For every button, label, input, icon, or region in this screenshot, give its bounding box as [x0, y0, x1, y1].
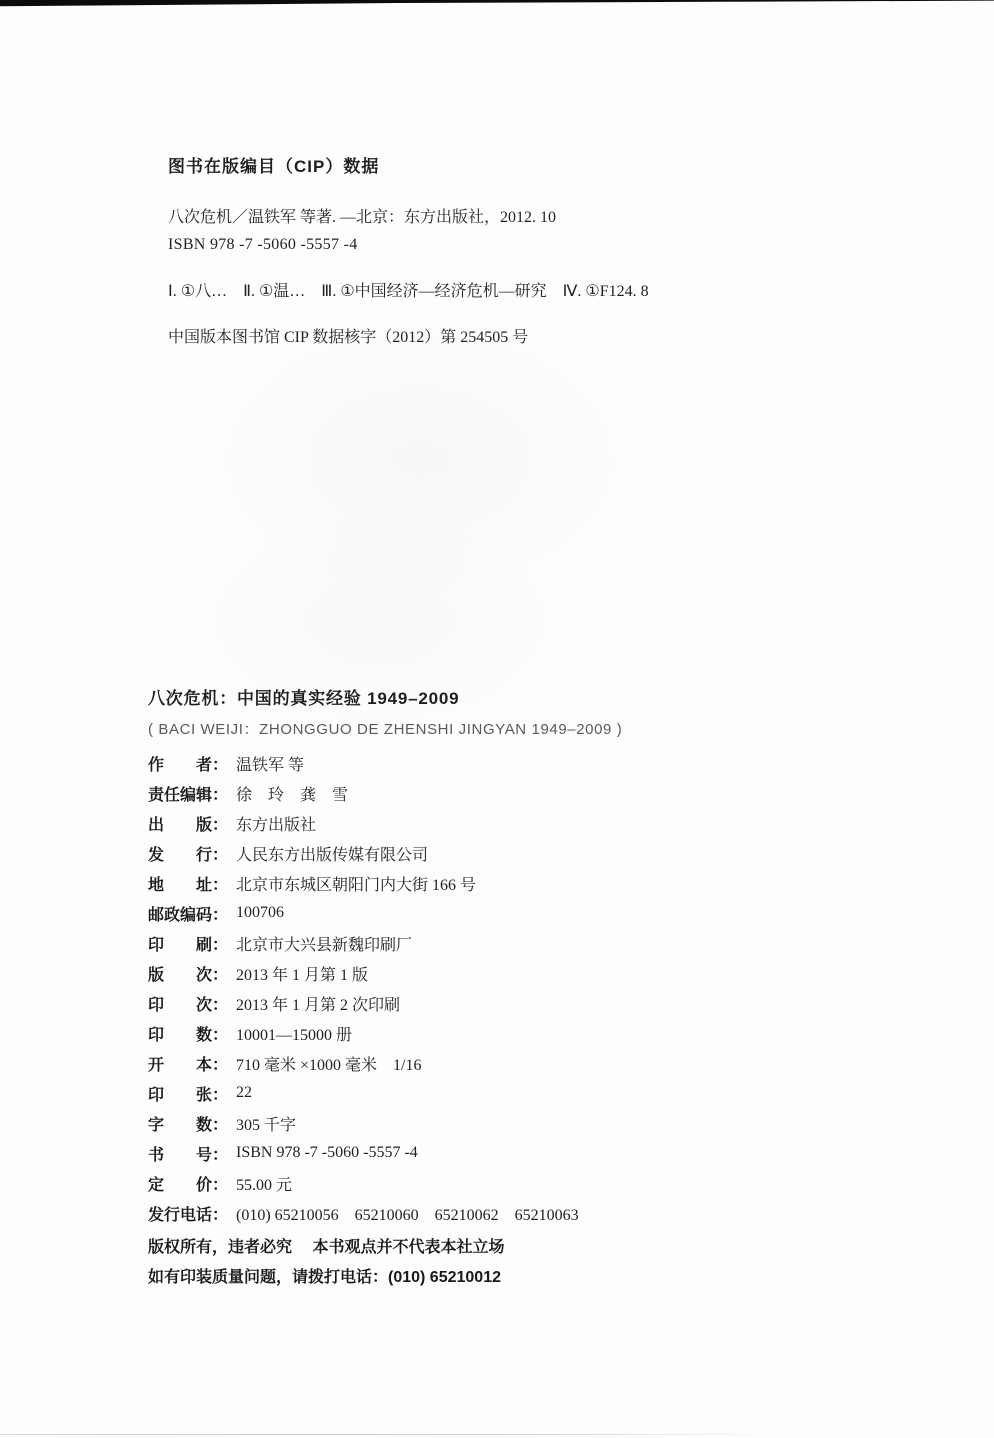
cip-record-number: 中国版本图书馆 CIP 数据核字（2012）第 254505 号 — [168, 329, 529, 346]
colophon-section — [148, 688, 908, 1289]
colophon-row-label: 地 址： — [148, 876, 229, 894]
cip-data-section — [168, 157, 868, 348]
colophon-row-label: 作 者： — [148, 756, 229, 774]
colophon-row-postcode — [148, 898, 908, 928]
colophon-row-sheets — [148, 1078, 908, 1108]
colophon-row-value: 55.00 元 — [236, 1176, 293, 1194]
colophon-row-label: 版 次： — [148, 966, 229, 984]
colophon-row-label: 印 次： — [148, 996, 229, 1014]
colophon-row-label: 发行电话： — [148, 1206, 229, 1224]
colophon-row-value: 人民东方出版传媒有限公司 — [236, 846, 429, 864]
colophon-row-label: 印 张： — [148, 1086, 229, 1104]
cip-isbn: ISBN 978 -7 -5060 -5557 -4 — [168, 236, 358, 253]
colophon-row-value: 22 — [236, 1084, 252, 1101]
colophon-row-value: 100706 — [236, 904, 284, 921]
colophon-row-distributor — [148, 838, 908, 868]
colophon-row-price — [148, 1168, 908, 1198]
colophon-row-printer — [148, 928, 908, 958]
scan-artifact-bottom-edge — [0, 1434, 785, 1435]
colophon-row-label: 开 本： — [148, 1056, 229, 1074]
book-title-pinyin: ( BACI WEIJI：ZHONGGUO DE ZHENSHI JINGYAN 1949–2009 ) — [148, 721, 623, 738]
cip-heading: 图书在版编目（CIP）数据 — [168, 157, 380, 176]
colophon-row-value: 10001—15000 册 — [236, 1026, 353, 1044]
colophon-row-edition — [148, 958, 908, 988]
colophon-row-value: (010) 65210056 65210060 65210062 65210063 — [236, 1206, 579, 1224]
colophon-row-value: 温铁军 等 — [236, 756, 305, 774]
colophon-row-value: 2013 年 1 月第 2 次印刷 — [236, 996, 401, 1014]
colophon-row-isbn — [148, 1138, 908, 1168]
colophon-row-value: 北京市东城区朝阳门内大街 166 号 — [236, 876, 477, 894]
colophon-row-label: 出 版： — [148, 816, 229, 834]
colophon-row-label: 字 数： — [148, 1116, 229, 1134]
colophon-row-value: 305 千字 — [236, 1116, 297, 1134]
colophon-row-label: 印 刷： — [148, 936, 229, 954]
colophon-row-label: 责任编辑： — [148, 786, 229, 804]
colophon-row-publisher — [148, 808, 908, 838]
colophon-row-value: 东方出版社 — [236, 816, 317, 834]
book-title: 八次危机：中国的真实经验 1949–2009 — [148, 689, 460, 708]
colophon-row-label: 印 数： — [148, 1026, 229, 1044]
colophon-row-label: 定 价： — [148, 1176, 229, 1194]
colophon-row-printing — [148, 988, 908, 1018]
colophon-row-format — [148, 1048, 908, 1078]
cip-classification: Ⅰ. ①八… Ⅱ. ①温… Ⅲ. ①中国经济—经济危机—研究 Ⅳ. ①F124. 8 — [168, 283, 649, 300]
colophon-row-label: 邮政编码： — [148, 906, 229, 924]
colophon-row-label: 书 号： — [148, 1146, 229, 1164]
colophon-row-label: 发 行： — [148, 846, 229, 864]
colophon-row-value: 北京市大兴县新魏印刷厂 — [236, 936, 413, 954]
colophon-row-address — [148, 868, 908, 898]
colophon-row-value: 徐 玲 龚 雪 — [236, 786, 349, 804]
colophon-row-value: 2013 年 1 月第 1 版 — [236, 966, 369, 984]
scan-artifact-top-edge — [0, 0, 994, 8]
copyright-notice: 版权所有，违者必究 本书观点并不代表本社立场 — [148, 1239, 505, 1256]
colophon-row-word-count — [148, 1108, 908, 1138]
colophon-row-value: ISBN 978 -7 -5060 -5557 -4 — [236, 1144, 418, 1161]
colophon-row-author — [148, 748, 908, 778]
colophon-row-value: 710 毫米 ×1000 毫米 1/16 — [236, 1056, 422, 1074]
colophon-row-print-run — [148, 1018, 908, 1048]
cip-description: 八次危机／温铁军 等著. —北京：东方出版社，2012. 10 — [168, 209, 557, 226]
colophon-row-editor — [148, 778, 908, 808]
print-quality-notice: 如有印装质量问题，请拨打电话：(010) 65210012 — [148, 1269, 501, 1286]
colophon-rows — [148, 748, 908, 1228]
colophon-row-sales-phone — [148, 1198, 908, 1228]
